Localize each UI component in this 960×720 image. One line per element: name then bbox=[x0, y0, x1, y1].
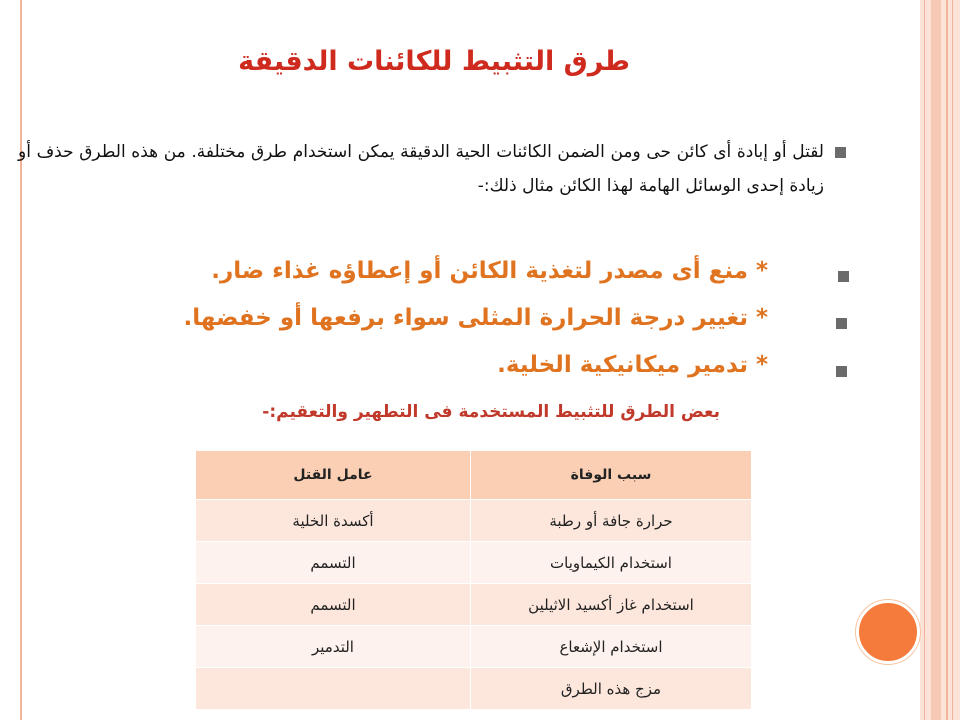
table-row bbox=[196, 626, 752, 668]
table-row bbox=[196, 500, 752, 542]
right-decorative-band bbox=[920, 0, 960, 720]
bullet-square-icon bbox=[836, 366, 847, 377]
column-header-agent: عامل القتل bbox=[196, 451, 471, 500]
table-cell: استخدام الإشعاع bbox=[471, 626, 752, 668]
table-row bbox=[196, 584, 752, 626]
subheading: بعض الطرق للتثبيط المستخدمة فى التطهير والتعقيم:- bbox=[262, 402, 720, 422]
table-cell: التدمير bbox=[196, 626, 471, 668]
accent-circle bbox=[856, 600, 920, 664]
table-cell: أكسدة الخلية bbox=[196, 500, 471, 542]
slide-title: طرق التثبيط للكائنات الدقيقة bbox=[238, 46, 630, 77]
bullet-square-icon bbox=[838, 271, 849, 282]
band-stripe bbox=[946, 0, 948, 720]
table-header-row bbox=[196, 451, 752, 500]
list-item: * تدمير ميكانيكية الخلية. bbox=[497, 352, 768, 378]
band-stripe bbox=[952, 0, 953, 720]
left-border-line bbox=[20, 0, 22, 720]
table-cell bbox=[196, 668, 471, 710]
intro-paragraph: لقتل أو إبادة أى كائن حى ومن الضمن الكائنات الحية الدقيقة يمكن استخدام طرق مختلفة. من هذه الطرق حذف أو زيادة إحدى الوسائل الهامة لهذا الكائن مثال ذلك:- bbox=[18, 142, 824, 196]
column-header-cause: سبب الوفاة bbox=[471, 451, 752, 500]
bullet-square-icon bbox=[835, 147, 846, 158]
band-stripe bbox=[931, 0, 941, 720]
table-cell: التسمم bbox=[196, 542, 471, 584]
list-item: * منع أى مصدر لتغذية الكائن أو إعطاؤه غذاء ضار. bbox=[211, 258, 768, 284]
band-stripe bbox=[924, 0, 925, 720]
bullet-square-icon bbox=[836, 318, 847, 329]
table-row bbox=[196, 542, 752, 584]
killing-methods-table bbox=[195, 450, 752, 710]
table-cell: حرارة جافة أو رطبة bbox=[471, 500, 752, 542]
table-cell: استخدام غاز أكسيد الاثيلين bbox=[471, 584, 752, 626]
table-cell: استخدام الكيماويات bbox=[471, 542, 752, 584]
table-cell: مزج هذه الطرق bbox=[471, 668, 752, 710]
table-row bbox=[196, 668, 752, 710]
table-cell: التسمم bbox=[196, 584, 471, 626]
list-item: * تغيير درجة الحرارة المثلى سواء برفعها أو خفضها. bbox=[183, 305, 768, 331]
